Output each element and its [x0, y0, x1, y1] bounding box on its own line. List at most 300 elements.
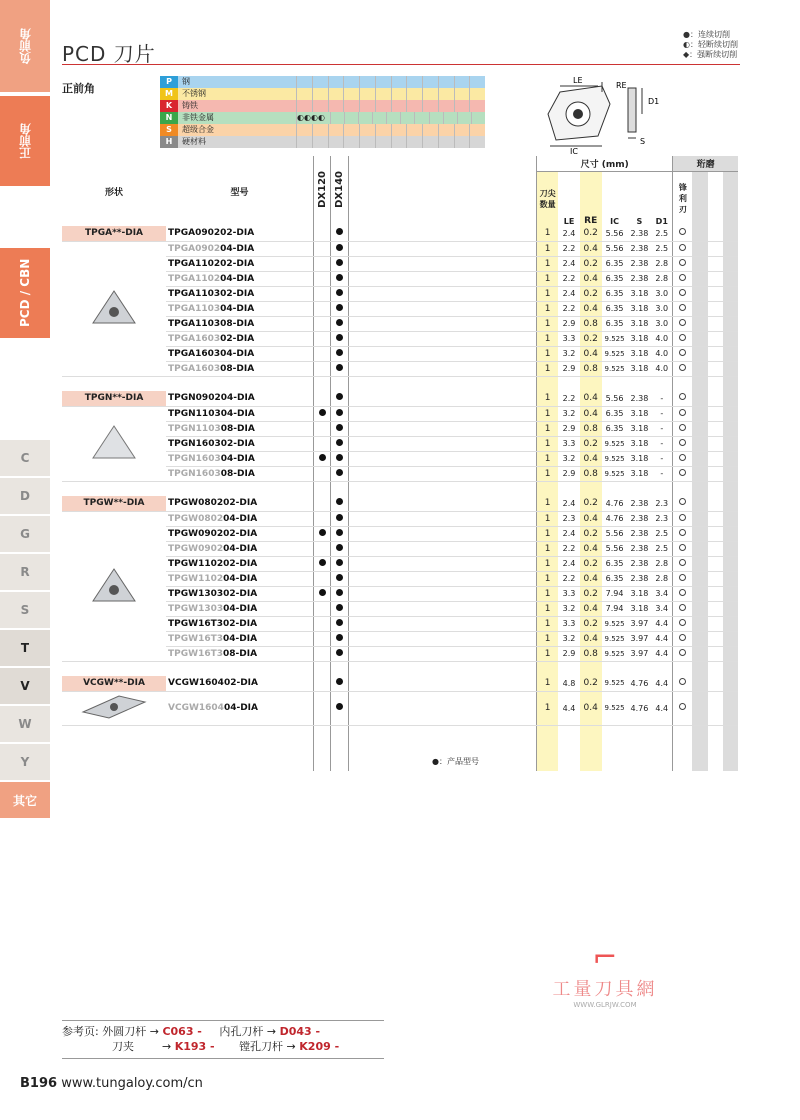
tab-label: D [20, 489, 30, 503]
availability-dot-icon [336, 559, 343, 566]
material-cell [312, 124, 328, 136]
spacer-cell [348, 271, 537, 286]
material-row [160, 76, 485, 88]
dim-ic-cell: 9.525 [602, 361, 628, 376]
spacer-cell [348, 361, 537, 376]
dim-re-cell: 0.4 [580, 451, 602, 466]
blank-cell [708, 451, 723, 466]
gap-cell [692, 661, 707, 676]
dim-le-cell: 3.2 [558, 601, 580, 616]
dim-s-cell: 3.18 [628, 361, 652, 376]
dim-n-cell: 1 [537, 616, 559, 631]
tab-positive-rake[interactable] [0, 96, 50, 186]
blank-cell [723, 421, 738, 436]
sharp-edge-circle-icon [679, 678, 686, 685]
model-prefix: TPGW1303 [168, 603, 224, 614]
sharp-edge-cell [673, 631, 693, 646]
dim-ic-cell: 9.525 [602, 691, 628, 725]
availability-dot-icon [336, 364, 343, 371]
dim-le-cell: 2.9 [558, 466, 580, 481]
model-cell [166, 361, 313, 376]
blank-cell [708, 571, 723, 586]
dim-s-cell: 3.18 [628, 316, 652, 331]
sharp-edge-circle-icon [679, 304, 686, 311]
ref-page-link[interactable]: D043 - [279, 1025, 321, 1038]
material-cell [312, 88, 328, 100]
dim-ic-cell: 9.525 [602, 676, 628, 691]
dim-d1-cell: 2.8 [651, 571, 673, 586]
grade-dx140-cell [331, 631, 348, 646]
material-cell [406, 124, 422, 136]
dim-ic-cell: 6.35 [602, 316, 628, 331]
diagram-label-le: LE [573, 76, 583, 85]
grade-dx140-cell [331, 466, 348, 481]
material-cell [312, 136, 328, 148]
tab-r[interactable] [0, 554, 50, 590]
ref-name: 外圆刀杆 [102, 1025, 147, 1038]
grade-dx120-cell [313, 406, 330, 421]
dim-re-cell: 0.4 [580, 631, 602, 646]
dim-s-cell: 3.18 [628, 601, 652, 616]
dim-ic-cell: 4.76 [602, 511, 628, 526]
tab-other[interactable] [0, 782, 50, 818]
dim-d1-cell: 4.4 [651, 676, 673, 691]
material-cell [296, 136, 312, 148]
material-cell [328, 100, 344, 112]
dim-d1-cell: 2.5 [651, 526, 673, 541]
material-row [160, 88, 485, 100]
tab-label: S [20, 603, 30, 617]
model-code: 04-DIA [223, 603, 258, 614]
dim-n-cell: 1 [537, 451, 559, 466]
dim-le-cell: 3.3 [558, 436, 580, 451]
availability-dot-icon [336, 424, 343, 431]
blank-cell [692, 466, 707, 481]
blank-cell [723, 286, 738, 301]
availability-dot-icon [336, 544, 343, 551]
sharp-edge-circle-icon [679, 634, 686, 641]
group-spacer-row [62, 725, 738, 771]
tab-pcd-cbn[interactable] [0, 248, 50, 338]
blank-cell [692, 496, 707, 511]
material-cell [330, 112, 344, 124]
tab-v[interactable] [0, 668, 50, 704]
material-cell [406, 88, 422, 100]
grade-dx140-cell [331, 256, 348, 271]
dim-le-cell: 2.4 [558, 526, 580, 541]
grade-dx120-cell [313, 571, 330, 586]
material-cell [469, 136, 485, 148]
material-cell [375, 100, 391, 112]
spacer-cell [348, 331, 537, 346]
dim-s-cell: 3.18 [628, 286, 652, 301]
vcgw-insert-icon [79, 692, 149, 722]
dim-n-cell: 1 [537, 256, 559, 271]
grade-dx120-cell [313, 691, 330, 725]
model-code: TPGW110202-DIA [168, 558, 258, 569]
dim-s-cell: 3.18 [628, 451, 652, 466]
le-label: LE [563, 217, 575, 226]
blank-cell [708, 226, 723, 241]
tab-w[interactable] [0, 706, 50, 742]
gap-cell [708, 661, 723, 676]
grade-dx120-cell [313, 436, 330, 451]
group-spacer-row [62, 661, 738, 676]
model-prefix: TPGA1603 [168, 363, 221, 374]
tab-negative-rake[interactable] [0, 0, 50, 92]
blank-cell [692, 256, 707, 271]
spacer-cell [348, 601, 537, 616]
gap-cell [602, 725, 628, 771]
ref-page-link[interactable]: C063 - [162, 1025, 202, 1038]
header-shape [62, 156, 166, 226]
sharp-edge-circle-icon [679, 259, 686, 266]
model-cell [166, 601, 313, 616]
blank-cell [723, 586, 738, 601]
availability-dot-icon [319, 454, 326, 461]
sharp-edge-cell [673, 271, 693, 286]
dim-le-cell: 2.9 [558, 421, 580, 436]
material-chart [160, 76, 485, 148]
dim-re-cell: 0.4 [580, 301, 602, 316]
material-cell [296, 100, 312, 112]
model-cell [166, 691, 313, 725]
group-spacer-row [62, 481, 738, 496]
tab-label: C [20, 451, 30, 465]
blank-cell [708, 601, 723, 616]
ref-divider-top [62, 1020, 384, 1021]
availability-dot-icon [336, 574, 343, 581]
gap-cell [673, 725, 693, 771]
tab-d[interactable] [0, 478, 50, 514]
blank-cell [708, 331, 723, 346]
dim-s-cell: 3.18 [628, 586, 652, 601]
header-hon [673, 156, 738, 171]
blank-cell [723, 511, 738, 526]
material-code: P [160, 76, 178, 88]
gap-cell [558, 661, 580, 676]
model-cell [166, 271, 313, 286]
model-prefix: TPGA1103 [168, 303, 221, 314]
material-cells [296, 124, 485, 136]
dim-le-cell: 3.3 [558, 586, 580, 601]
gap-cell [558, 481, 580, 496]
grade-dx140-cell [331, 541, 348, 556]
dim-d1-cell: 2.3 [651, 496, 673, 511]
dim-d1-cell: - [651, 391, 673, 406]
model-cell [166, 526, 313, 541]
blank-cell [692, 556, 707, 571]
tab-y[interactable] [0, 744, 50, 780]
material-cell [438, 136, 454, 148]
blank-cell [692, 286, 707, 301]
material-cell [296, 124, 312, 136]
material-cell [438, 124, 454, 136]
dim-s-cell: 3.18 [628, 301, 652, 316]
footer-url[interactable]: www.tungaloy.com/cn [61, 1076, 203, 1091]
ref-page-link[interactable]: K209 - [299, 1040, 340, 1053]
blank-cell [723, 631, 738, 646]
grade-dx140-cell [331, 406, 348, 421]
spacer-cell [348, 676, 537, 691]
tab-t[interactable] [0, 630, 50, 666]
header-shape-label: 形状 [105, 187, 124, 198]
material-cell [469, 124, 485, 136]
spacer-cell [348, 631, 537, 646]
gap-cell [628, 725, 652, 771]
series-label: TPGA**-DIA [62, 226, 166, 241]
dim-s-cell: 3.18 [628, 466, 652, 481]
grade-dx120-cell [313, 226, 330, 241]
gap-cell [651, 725, 673, 771]
blank-cell [692, 541, 707, 556]
blank-cell [708, 346, 723, 361]
gap-cell [651, 481, 673, 496]
availability-dot-icon [336, 634, 343, 641]
sharp-edge-cell [673, 256, 693, 271]
footer [20, 1076, 203, 1091]
dim-d1-cell: 4.4 [651, 631, 673, 646]
dim-le-cell: 3.3 [558, 331, 580, 346]
dim-re-cell: 0.4 [580, 346, 602, 361]
blank-cell [708, 391, 723, 406]
dim-ic-cell: 9.525 [602, 646, 628, 661]
grade-dx120-cell [313, 271, 330, 286]
material-cell [343, 124, 359, 136]
gap-cell [692, 725, 707, 771]
grade-dx140-cell [331, 586, 348, 601]
dim-le-cell: 3.2 [558, 406, 580, 421]
sharp-edge-circle-icon [679, 514, 686, 521]
grade-dx140-cell [331, 301, 348, 316]
availability-dot-icon [336, 274, 343, 281]
dim-re-cell: 0.4 [580, 571, 602, 586]
dim-ic-cell: 9.525 [602, 436, 628, 451]
dim-s-cell: 4.76 [628, 691, 652, 725]
sharp-edge-circle-icon [679, 274, 686, 281]
sharp-edge-cell [673, 541, 693, 556]
material-cell [375, 76, 391, 88]
dim-n-cell: 1 [537, 331, 559, 346]
grade-dx120-cell [313, 496, 330, 511]
tab-label: 正前角 [18, 123, 33, 159]
watermark [540, 940, 670, 1009]
header-blank-3 [723, 171, 738, 226]
sharp-edge-circle-icon [679, 559, 686, 566]
dim-re-cell: 0.2 [580, 256, 602, 271]
sharp-edge-circle-icon [679, 544, 686, 551]
dim-n-cell: 1 [537, 466, 559, 481]
dim-d1-cell: 4.4 [651, 616, 673, 631]
dim-le-cell: 2.2 [558, 571, 580, 586]
dim-n-cell: 1 [537, 421, 559, 436]
header-le [558, 171, 580, 226]
dim-le-cell: 2.3 [558, 511, 580, 526]
availability-dot-icon [336, 529, 343, 536]
gap-cell [602, 376, 628, 391]
blank-cell [708, 436, 723, 451]
availability-dot-icon [336, 334, 343, 341]
spacer-cell [348, 406, 537, 421]
model-code: TPGW080202-DIA [168, 498, 258, 509]
blank-cell [692, 526, 707, 541]
material-cell [454, 124, 470, 136]
blank-cell [692, 586, 707, 601]
model-code: TPGW130302-DIA [168, 588, 258, 599]
gap-cell [602, 661, 628, 676]
model-cell [166, 676, 313, 691]
blank-cell [708, 316, 723, 331]
grade-dx140-cell [331, 241, 348, 256]
series-label: TPGW**-DIA [62, 496, 166, 511]
dim-d1-cell: 2.3 [651, 511, 673, 526]
blank-cell [723, 691, 738, 725]
dim-d1-cell: 4.0 [651, 331, 673, 346]
dim-ic-cell: 6.35 [602, 421, 628, 436]
dim-re-cell: 0.8 [580, 646, 602, 661]
sharp-edge-circle-icon [679, 574, 686, 581]
blank-cell [692, 451, 707, 466]
dim-s-cell: 2.38 [628, 511, 652, 526]
dim-s-cell: 3.18 [628, 406, 652, 421]
availability-dot-icon [336, 304, 343, 311]
material-cells [296, 112, 485, 124]
spacer-cell [348, 541, 537, 556]
shape-image [62, 241, 166, 376]
dim-re-cell: 0.4 [580, 406, 602, 421]
material-cell [422, 88, 438, 100]
tab-g[interactable] [0, 516, 50, 552]
material-row [160, 112, 485, 124]
material-cell [406, 100, 422, 112]
dim-ic-cell: 6.35 [602, 406, 628, 421]
dim-ic-cell: 5.56 [602, 526, 628, 541]
blank-cell [708, 301, 723, 316]
dim-n-cell: 1 [537, 226, 559, 241]
dim-s-cell: 2.38 [628, 496, 652, 511]
model-code: 04-DIA [223, 513, 258, 524]
dim-n-cell: 1 [537, 391, 559, 406]
sharp-edge-cell [673, 361, 693, 376]
dim-n-cell: 1 [537, 556, 559, 571]
gap-cell [692, 376, 707, 391]
sharp-edge-circle-icon [679, 469, 686, 476]
header-gap [348, 156, 537, 226]
ref-page-link[interactable]: K193 - [174, 1040, 215, 1053]
gap-cell [537, 725, 559, 771]
tab-label: T [20, 641, 30, 655]
blank-cell [692, 421, 707, 436]
dim-le-cell: 2.4 [558, 256, 580, 271]
availability-dot-icon [336, 409, 343, 416]
blank-cell [692, 391, 707, 406]
dim-n-cell: 1 [537, 406, 559, 421]
sharp-edge-cell [673, 226, 693, 241]
section-label: 正前角 [62, 82, 95, 95]
grade-dx140-cell [331, 511, 348, 526]
blank-cell [723, 406, 738, 421]
model-prefix: TPGA1102 [168, 273, 221, 284]
grade-dx140-cell [331, 616, 348, 631]
model-code: TPGN160302-DIA [168, 438, 255, 449]
blank-cell [692, 316, 707, 331]
model-cell [166, 451, 313, 466]
availability-dot-icon [336, 319, 343, 326]
grade-dx120-cell [313, 421, 330, 436]
dim-d1-cell: 2.8 [651, 556, 673, 571]
tab-label: 负前角 [18, 28, 33, 64]
gap-cell [166, 725, 313, 771]
dim-d1-cell: - [651, 421, 673, 436]
spacer-cell [348, 616, 537, 631]
table-row [62, 691, 738, 725]
dim-d1-cell: 2.5 [651, 541, 673, 556]
grade-dx120-cell [313, 451, 330, 466]
dim-s-cell: 3.18 [628, 421, 652, 436]
dim-d1-cell: 4.4 [651, 691, 673, 725]
gap-cell [348, 661, 537, 676]
material-cells [296, 100, 485, 112]
material-cell [372, 112, 386, 124]
spacer-cell [348, 346, 537, 361]
sharp-edge-circle-icon [679, 393, 686, 400]
title-divider [62, 64, 740, 65]
model-prefix: TPGW0902 [168, 543, 224, 554]
availability-dot-icon [336, 244, 343, 251]
spacer-cell [348, 556, 537, 571]
model-cell [166, 436, 313, 451]
material-cell [391, 76, 407, 88]
gap-cell [558, 376, 580, 391]
spacer-cell [348, 421, 537, 436]
model-cell [166, 406, 313, 421]
dim-re-cell: 0.2 [580, 556, 602, 571]
grade-dx120-cell [313, 601, 330, 616]
blank-cell [723, 556, 738, 571]
sharp-edge-cell [673, 391, 693, 406]
dim-le-cell: 2.9 [558, 361, 580, 376]
gap-cell [580, 725, 602, 771]
tab-s[interactable] [0, 592, 50, 628]
grade-dx120-label: DX120 [316, 171, 328, 208]
grade-dx140-cell [331, 646, 348, 661]
dim-s-cell: 3.18 [628, 346, 652, 361]
model-code: 04-DIA [220, 273, 255, 284]
blank-cell [723, 646, 738, 661]
material-cell [359, 100, 375, 112]
dim-le-cell: 2.4 [558, 496, 580, 511]
blank-cell [708, 616, 723, 631]
dim-ic-cell: 9.525 [602, 616, 628, 631]
dim-d1-cell: 3.4 [651, 601, 673, 616]
tab-label: V [20, 679, 30, 693]
material-cells [296, 136, 485, 148]
dims-label: 尺寸 (mm) [580, 159, 629, 170]
blank-cell [723, 571, 738, 586]
group-spacer-row [62, 376, 738, 391]
tab-c[interactable] [0, 440, 50, 476]
gap-cell [628, 376, 652, 391]
dim-n-cell: 1 [537, 646, 559, 661]
material-cells [296, 88, 485, 100]
dim-n-cell: 1 [537, 691, 559, 725]
spacer-cell [348, 451, 537, 466]
gap-cell [673, 481, 693, 496]
sharp-edge-circle-icon [679, 498, 686, 505]
model-cell [166, 346, 313, 361]
sharp-edge-cell [673, 451, 693, 466]
gap-cell [537, 376, 559, 391]
